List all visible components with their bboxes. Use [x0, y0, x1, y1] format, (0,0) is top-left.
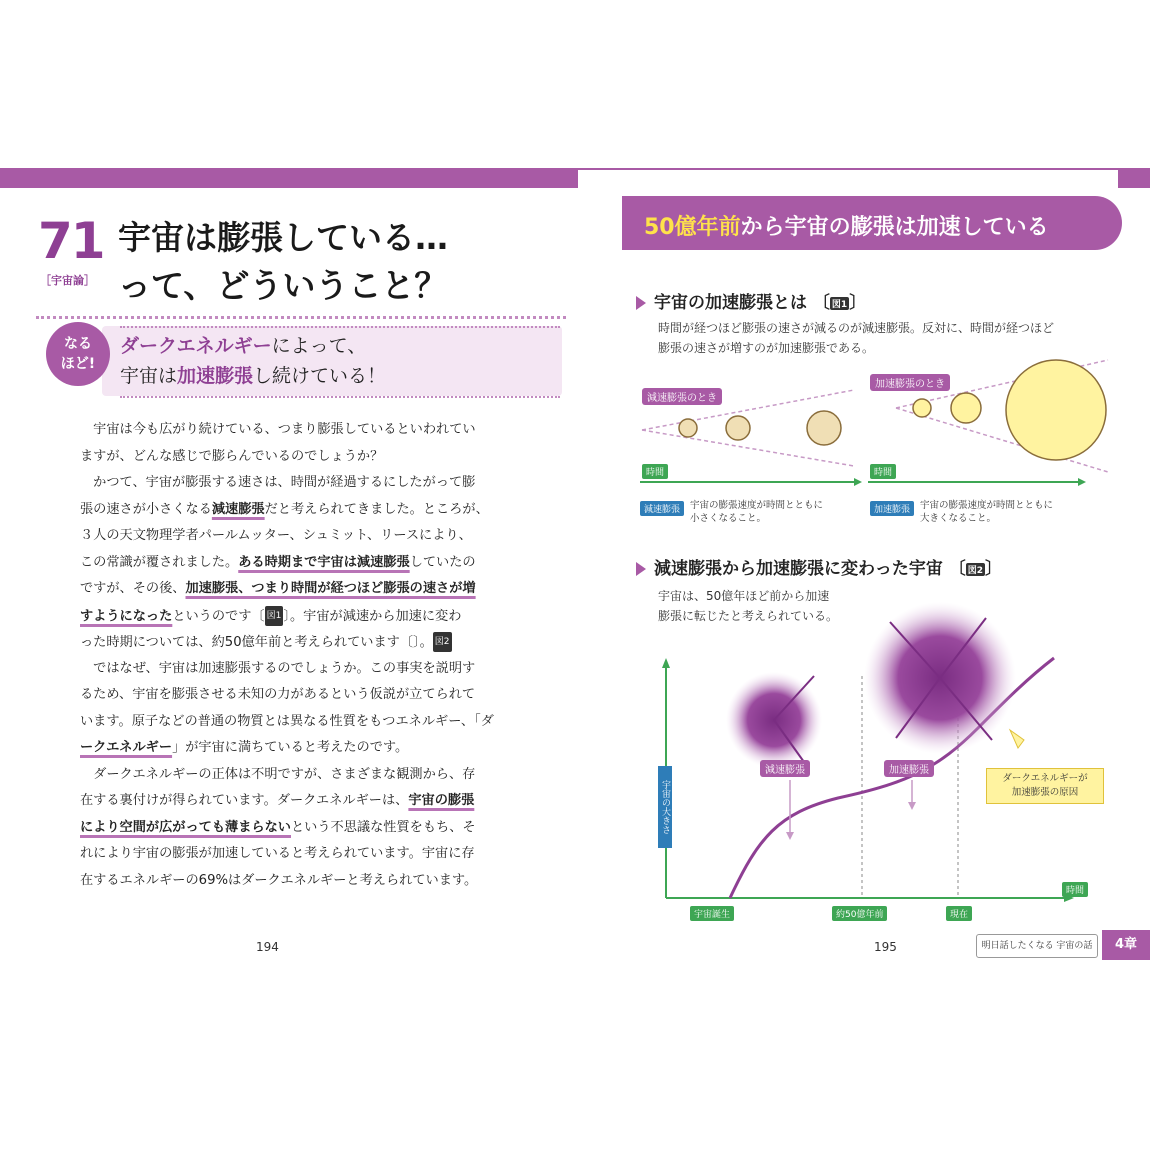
- accel-legend-text: 宇宙の膨張速度が時間とともに 大きくなること。: [920, 500, 1054, 524]
- body-text-run: ではなぜ、宇宙は加速膨張するのでしょうか。この事実を説明す: [80, 660, 476, 676]
- x-tick-birth: 宇宙誕生: [690, 906, 734, 921]
- body-line: [80, 659, 515, 679]
- key-top-rule: [120, 326, 560, 328]
- decel-legend-tag: 減速膨張: [640, 501, 684, 516]
- body-text-run: 在するエネルギーの69%はダークエネルギーと考えられています。: [80, 872, 478, 888]
- figure-ref: 図1: [265, 606, 284, 626]
- decel-label: 減速膨張: [760, 760, 810, 777]
- body-text-run: この常識が覆されました。: [80, 554, 239, 570]
- x-tick-5gya: 約50億年前: [832, 906, 887, 921]
- x-tick-now: 現在: [946, 906, 972, 921]
- body-text-run: だと考えられてきました。ところが、: [264, 501, 489, 517]
- body-text-run: 〕。宇宙が減速から加速に変わ: [283, 608, 462, 624]
- body-line: [80, 526, 515, 546]
- body-text-run: かつて、宇宙が膨張する速さは、時間が経過するにしたがって膨: [80, 475, 476, 490]
- body-line: [80, 765, 515, 785]
- y-axis-arrow: [662, 658, 670, 668]
- body-line: [80, 844, 515, 864]
- accel-circle-2: [951, 393, 981, 423]
- section2-description: 宇宙は、50億年ほど前から加速 膨張に転じたと考えられている。: [658, 589, 839, 623]
- top-color-bar-right: [1118, 168, 1150, 188]
- right-page: [578, 168, 1150, 980]
- figure1-diagram: [578, 358, 1150, 518]
- decel-tag: 減速膨張のとき: [642, 388, 722, 405]
- accel-axis-label: 時間: [870, 464, 896, 479]
- y-axis-label: 宇宙の大きさ: [658, 766, 672, 848]
- body-text-run: していたの: [409, 554, 476, 570]
- book-title-footer: 明日話したくなる 宇宙の話: [976, 934, 1098, 958]
- x-axis-label: 時間: [1062, 882, 1088, 897]
- emphasis-text: ークエネルギー: [80, 740, 173, 755]
- body-line: [80, 818, 515, 838]
- chapter-number: 71: [38, 212, 104, 270]
- body-line: [80, 712, 515, 732]
- title-divider: [36, 316, 566, 319]
- body-line: [80, 553, 515, 573]
- body-text-run: 在する裏付けが得られています。ダークエネルギーは、: [80, 793, 409, 808]
- body-text-run: ですが、その後、: [80, 581, 186, 596]
- decel-axis-arrow: [854, 478, 862, 486]
- page-number-left: 194: [256, 940, 279, 954]
- body-line: [80, 447, 515, 467]
- emphasis-text: ある時期まで宇宙は減速膨張: [238, 554, 410, 570]
- body-text-run: れにより宇宙の膨張が加速していると考えられています。宇宙に存: [80, 846, 475, 861]
- decel-circle-3: [807, 411, 841, 445]
- body-line: [80, 579, 515, 599]
- decel-circle-2: [726, 416, 750, 440]
- body-line: [80, 473, 515, 493]
- naruhodo-badge: なる ほど!: [46, 322, 110, 386]
- body-text-run: います。原子などの普通の物質とは異なる性質をもつエネルギー、「ダ: [80, 713, 494, 729]
- accel-tag: 加速膨張のとき: [870, 374, 950, 391]
- accel-legend-tag: 加速膨張: [870, 501, 914, 516]
- accel-circle-3: [1006, 360, 1106, 460]
- body-line: [80, 632, 515, 652]
- accel-axis-arrow: [1078, 478, 1086, 486]
- body-text-run: るため、宇宙を膨張させる未知の力があるという仮説が立てられて: [80, 687, 476, 702]
- body-line: [80, 685, 515, 705]
- emphasis-text: すようになった: [80, 608, 173, 624]
- body-text-run: というのです〔: [172, 608, 265, 624]
- body-text-run: 張の速さが小さくなる: [80, 501, 212, 517]
- top-color-bar: [0, 168, 578, 188]
- body-line: [80, 420, 515, 440]
- figure2-diagram: [578, 588, 1150, 918]
- body-text-run: 」が宇宙に満ちていると考えたのです。: [172, 740, 409, 755]
- figure-ref: 図2: [433, 632, 452, 652]
- dark-energy-note: ダークエネルギーが 加速膨張の原因: [986, 768, 1104, 804]
- page-number-right: 195: [874, 940, 897, 954]
- section1-description: 時間が経つほど膨張の速さが減るのが減速膨張。反対に、時間が経つほど 膨張の速さが増すのが加速膨張である。: [658, 321, 1055, 355]
- body-text-run: ダークエネルギーの正体は不明ですが、さまざまな観測から、存: [80, 766, 476, 782]
- section1-heading: 宇宙の加速膨張とは 〔 図1 〕: [636, 288, 866, 313]
- body-line: [80, 500, 515, 520]
- emphasis-text: 加速膨張、つまり時間が経つほど膨張の速さが増: [185, 581, 476, 596]
- emphasis-text: 減速膨張: [211, 501, 265, 517]
- body-text-run: という不思議な性質をもち、そ: [291, 819, 476, 835]
- body-line: [80, 606, 515, 626]
- left-page: [0, 168, 579, 980]
- emphasis-text: 宇宙の膨張: [408, 793, 475, 808]
- body-text-run: 宇宙は今も広がり続けている、つまり膨張しているといわれてい: [80, 422, 476, 437]
- accel-pointer-head: [908, 802, 916, 810]
- top-thin-rule: [578, 168, 1150, 170]
- body-line: [80, 791, 515, 811]
- chapter-tab: 4章: [1102, 930, 1150, 960]
- section2-heading: 減速膨張から加速膨張に変わった宇宙 〔 図2 〕: [636, 554, 1002, 579]
- key-point-line-2: 宇宙は加速膨張し続けている！: [120, 365, 387, 387]
- body-text-run: ますが、どんな感じで膨らんでいるのでしょうか？: [80, 448, 384, 464]
- triangle-icon: [636, 296, 646, 310]
- note-pointer: [1010, 730, 1024, 748]
- decel-circle-1: [679, 419, 697, 437]
- body-text-run: 〕。: [413, 635, 433, 650]
- emphasis-text: により空間が広がっても薄まらない: [80, 819, 291, 835]
- page-title: 宇宙は膨張している… って、どういうこと？: [118, 218, 448, 305]
- decel-pointer-head: [786, 832, 794, 840]
- accel-circle-1: [913, 399, 931, 417]
- body-line: [80, 871, 515, 891]
- key-bottom-rule: [120, 396, 560, 398]
- decel-legend-text: 宇宙の膨張速度が時間とともに 小さくなること。: [690, 500, 824, 524]
- body-text-run: ３人の天文物理学者パールムッター、シュミット、リースにより、: [80, 528, 472, 543]
- banner-text: 50億年前から宇宙の膨張は加速している: [644, 215, 1049, 240]
- accel-label: 加速膨張: [884, 760, 934, 777]
- chapter-category: ［宇宙論］: [40, 274, 95, 287]
- triangle-icon: [636, 562, 646, 576]
- body-line: [80, 738, 515, 758]
- body-text-run: った時期については、約50億年前と考えられています〔: [80, 635, 414, 650]
- key-point-line-1: ダークエネルギーによって、: [120, 335, 367, 357]
- decel-axis-label: 時間: [642, 464, 668, 479]
